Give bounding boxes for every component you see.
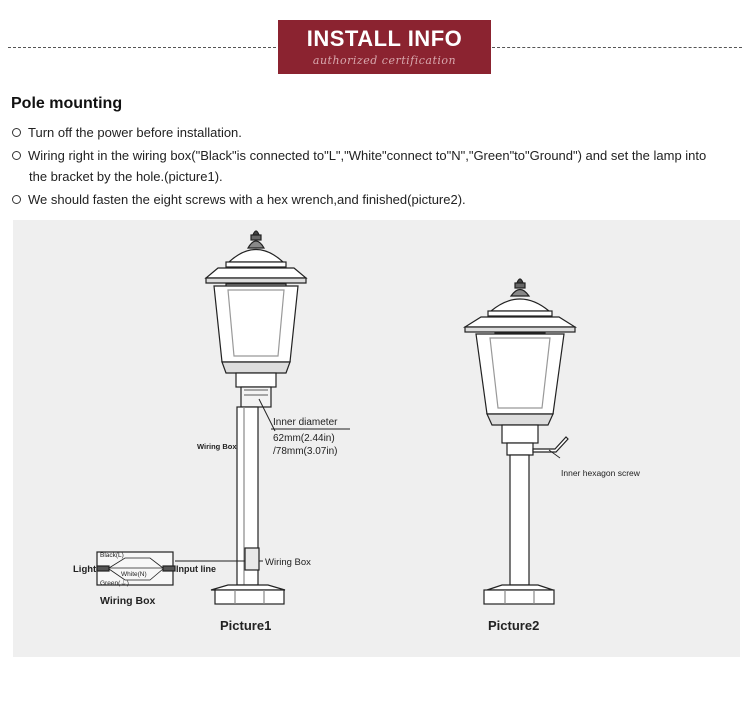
- step-1: [12, 122, 242, 143]
- wiring-box-label-upper: Wiring Box: [197, 442, 237, 451]
- step-3: [12, 189, 466, 210]
- wiring-box-label-pole: Wiring Box: [265, 557, 311, 568]
- step-2-text-continued: the bracket by the hole.(picture1).: [29, 169, 223, 184]
- step-1-text: Turn off the power before installation.: [28, 125, 242, 140]
- inner-diameter-label: Inner diameter: [273, 417, 338, 428]
- picture2-caption: Picture2: [488, 618, 540, 633]
- banner-title: INSTALL INFO: [306, 26, 463, 51]
- header-divider-left: [8, 47, 276, 48]
- light-label: Light: [73, 564, 97, 575]
- header-divider-right: [492, 47, 742, 48]
- hex-screw-label: Inner hexagon screw: [561, 468, 640, 478]
- black-wire-label: Black(L): [100, 552, 124, 559]
- step-3-text: We should fasten the eight screws with a hex wrench,and finished(picture2).: [28, 192, 466, 207]
- dimension-78mm: /78mm(3.07in): [273, 446, 338, 457]
- wiring-box-inset-title: Wiring Box: [100, 595, 156, 607]
- circle-bullet-icon: [12, 128, 21, 137]
- section-heading: Pole mounting: [11, 95, 123, 112]
- installation-illustration: [13, 220, 740, 657]
- step-2-text: Wiring right in the wiring box("Black"is connected to"L","White"connect to"N","Green"to"Ground") and set the lamp into: [28, 148, 707, 163]
- picture1-caption: Picture1: [220, 618, 272, 633]
- dimension-62mm: 62mm(2.44in): [273, 433, 335, 444]
- input-line-label: Input line: [176, 564, 216, 574]
- installation-figure-panel: [13, 220, 740, 657]
- circle-bullet-icon: [12, 151, 21, 160]
- circle-bullet-icon: [12, 195, 21, 204]
- install-info-banner: [278, 20, 491, 74]
- banner-subtitle: authorized certification: [312, 54, 457, 67]
- green-wire-label: Green(⏚): [100, 580, 129, 587]
- step-2: [12, 145, 706, 187]
- lamp-2: [465, 279, 575, 604]
- white-wire-label: White(N): [121, 571, 147, 578]
